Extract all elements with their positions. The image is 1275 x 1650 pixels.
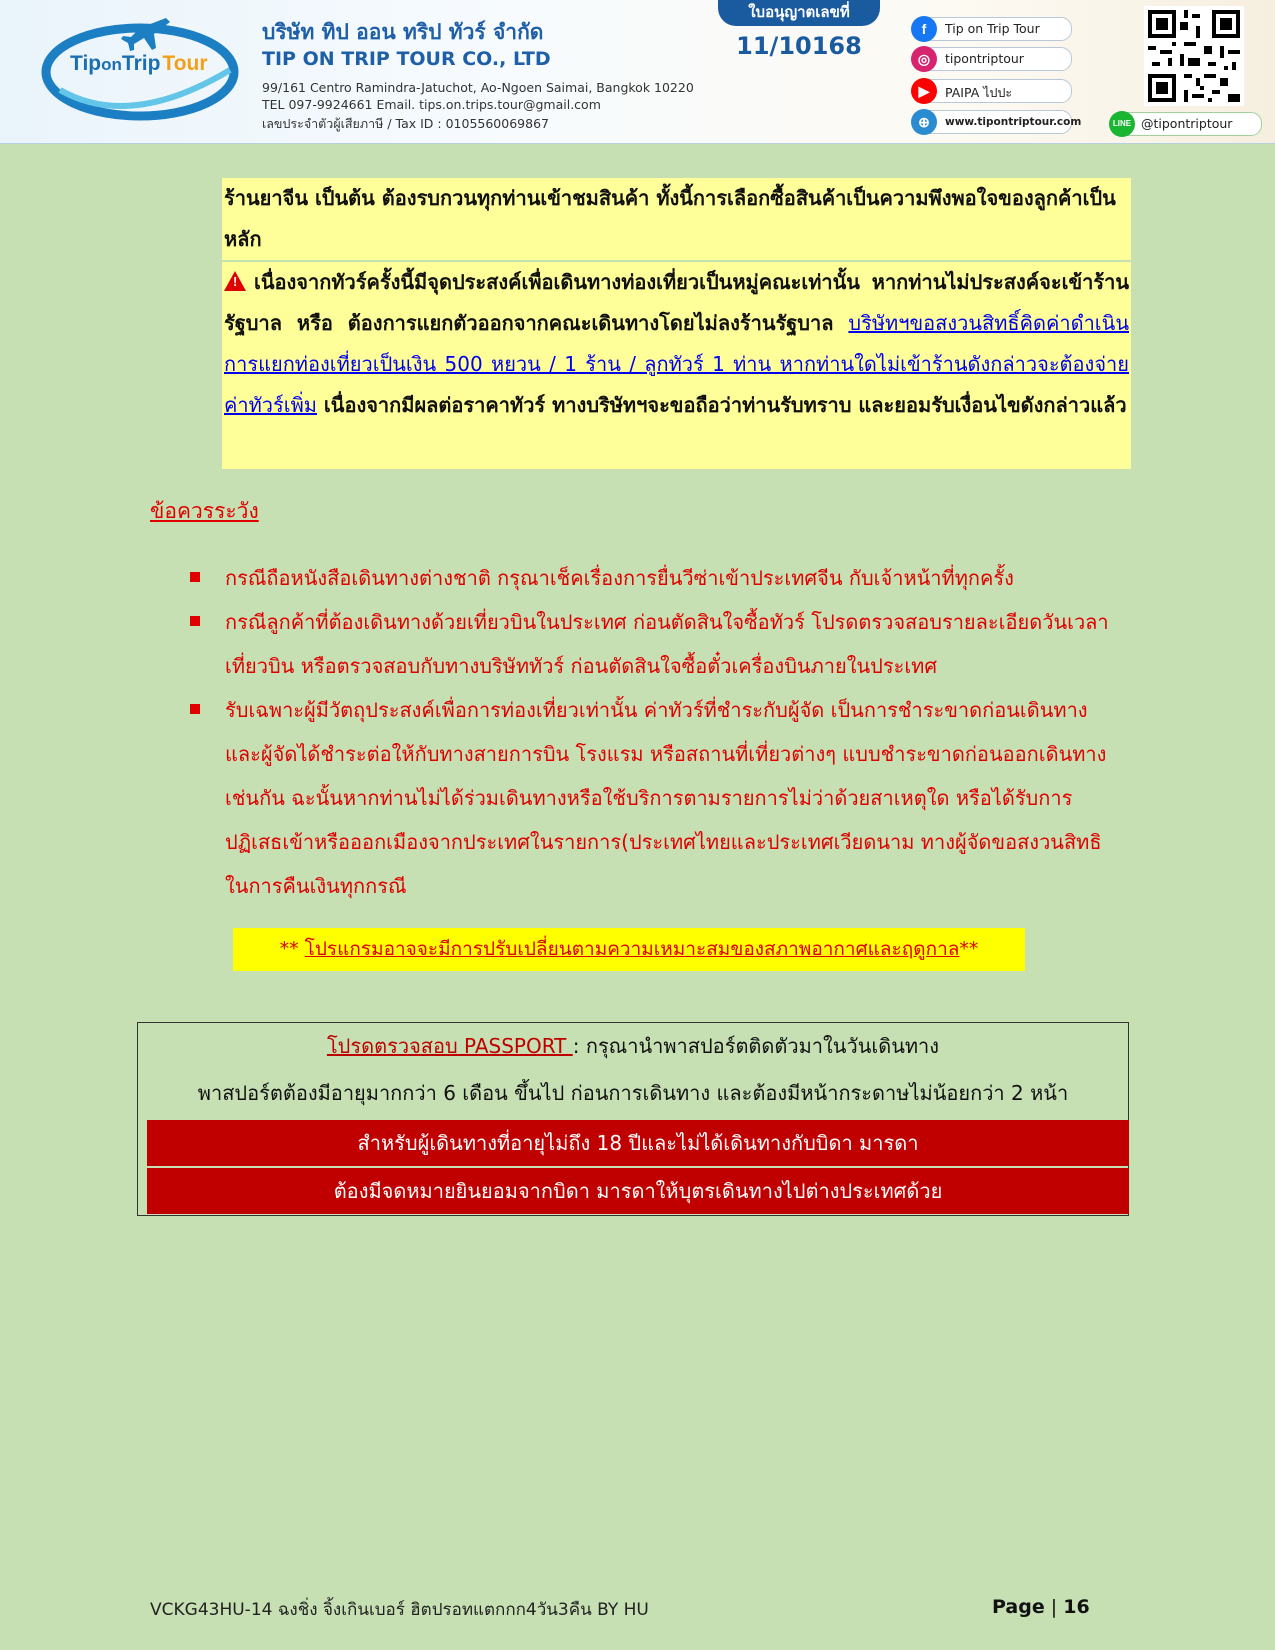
page-header [0, 0, 1275, 144]
line-label: @tipontriptour [1141, 116, 1233, 131]
web-icon: ⊕ [911, 109, 937, 135]
facebook-label: Tip on Trip Tour [945, 21, 1040, 36]
logo-text: TiponTripTour [70, 52, 208, 75]
youtube-label: PAIPA ไปปะ [945, 85, 1013, 100]
page-number [992, 1596, 1090, 1618]
website-link[interactable] [912, 110, 1082, 134]
youtube-icon: ▶ [911, 78, 937, 104]
caution-item-text: กรณีลูกค้าที่ต้องเดินทางด้วยเที่ยวบินในประเทศ ก่อนตัดสินใจซื้อทัวร์ โปรดตรวจสอบรายละเอียดวันเวลา เที่ยวบิน หรือตรวจสอบกับทางบริษัททัวร์ ก่อนตัดสินใจซื้อตั๋วเครื่องบินภายในประเทศ [225, 610, 1109, 678]
passport-title-line [138, 1029, 1128, 1063]
program-change-note [233, 928, 1025, 971]
license-label: ใบอนุญาตเลขที่ [718, 0, 880, 26]
youtube-link[interactable] [912, 79, 1072, 103]
caution-list [190, 556, 1120, 908]
caution-item-text: รับเฉพาะผู้มีวัตถุประสงค์เพื่อการท่องเที่ยวเท่านั้น ค่าทัวร์ที่ชำระกับผู้จัด เป็นการชำระขาดก่อนเดินทางและผู้จัดได้ชำระต่อให้กับทางสายการบิน โรงแรม หรือสถานที่เที่ยวต่างๆ แบบชำระขาดก่อนออกเดินทางเช่นกัน ฉะนั้นหากท่านไม่ได้ร่วมเดินทางหรือใช้บริการตามรายการไม่ว่าด้วยสาเหตุใด หรือได้รับการปฏิเสธเข้าหรือออกเมืองจากประเทศในรายการ(ประเทศไทยและประเทศเวียดนาม ทางผู้จัดขอสงวนสิทธิในการคืนเงินทุกกรณี [225, 698, 1107, 898]
shop-separation-notice [222, 262, 1131, 469]
bullet-icon [190, 616, 200, 626]
company-name-english: TIP ON TRIP TOUR CO., LTD [262, 48, 551, 70]
line-link[interactable] [1110, 112, 1262, 136]
list-item [190, 556, 1120, 600]
passport-title-rest: : กรุณานำพาสปอร์ตติดตัวมาในวันเดินทาง [572, 1034, 940, 1058]
passport-title: โปรดตรวจสอบ PASSPORT [326, 1034, 573, 1058]
note-prefix: ** [279, 938, 305, 960]
facebook-icon: f [911, 16, 937, 42]
passport-notice-box [137, 1022, 1129, 1216]
license-number: 11/10168 [736, 32, 862, 60]
qr-code [1144, 6, 1244, 106]
separation-fee-link[interactable]: บริษัทฯขอสงวนสิทธิ์คิดค่าดำเนินการแยกท่องเที่ยวเป็นเงิน 500 หยวน / 1 ร้าน / ลูกทัวร์ 1 ท่าน หากท่านใดไม่เข้าร้านดังกล่าวจะต้องจ่ายค่าทัวร์เพิ่ม [224, 311, 1129, 417]
bullet-icon [190, 704, 200, 714]
parental-consent-notice: ต้องมีจดหมายยินยอมจากบิดา มารดาให้บุตรเดินทางไปต่างประเทศด้วย [147, 1168, 1129, 1214]
page-label: Page [992, 1596, 1045, 1618]
line-icon: LINE [1109, 111, 1135, 137]
instagram-link[interactable] [912, 47, 1072, 71]
company-address: 99/161 Centro Ramindra-Jatuchot, Ao-Ngoen Saimai, Bangkok 10220 [262, 80, 694, 95]
warning-icon [224, 271, 246, 291]
list-item [190, 600, 1120, 688]
note-suffix: ** [959, 938, 979, 960]
list-item [190, 688, 1120, 908]
separation-notice-end: เนื่องจากมีผลต่อราคาทัวร์ ทางบริษัทฯจะขอถือว่าท่านรับทราบ และยอมรับเงื่อนไขดังกล่าวแล้ว [316, 393, 1127, 417]
facebook-link[interactable] [912, 17, 1072, 41]
company-contact: TEL 097-9924661 Email. tips.on.trips.tour@gmail.com [262, 97, 601, 112]
passport-validity-text: พาสปอร์ตต้องมีอายุมากกว่า 6 เดือน ขึ้นไป ก่อนการเดินทาง และต้องมีหน้ากระดาษไม่น้อยกว่า 2 หน้า [197, 1081, 1069, 1105]
instagram-label: tipontriptour [945, 51, 1024, 66]
minor-travel-notice: สำหรับผู้เดินทางที่อายุไม่ถึง 18 ปีและไม่ได้เดินทางกับบิดา มารดา [147, 1120, 1129, 1166]
tour-code-footer: VCKG43HU-14 ฉงชิ่ง จิ้งเกินเบอร์ ฮิตปรอทแตกกก4วัน3คืน BY HU [150, 1600, 649, 1620]
company-name-thai: บริษัท ทิป ออน ทริป ทัวร์ จำกัด [262, 20, 544, 44]
caution-item-text: กรณีถือหนังสือเดินทางต่างชาติ กรุณาเช็คเรื่องการยื่นวีซ่าเข้าประเทศจีน กับเจ้าหน้าที่ทุกครั้ง [225, 566, 1014, 590]
page-number-value: 16 [1063, 1596, 1090, 1618]
separation-notice-intro: เนื่องจากทัวร์ครั้งนี้มีจุดประสงค์เพื่อเดินทางท่องเที่ยวเป็นหมู่คณะเท่านั้น หากท่านไม่ประสงค์จะเข้าร้านรัฐบาล หรือ ต้องการแยกตัวออกจากคณะเดินทางโดยไม่ลงร้านรัฐบาล [224, 270, 1129, 335]
page-separator: | [1044, 1596, 1064, 1618]
website-label: www.tipontriptour.com [945, 116, 1082, 128]
caution-heading: ข้อควรระวัง [150, 499, 259, 523]
instagram-icon: ◎ [911, 46, 937, 72]
company-tax-id: เลขประจำตัวผู้เสียภาษี / Tax ID : 0105560069867 [262, 116, 549, 131]
shop-notice-text: ร้านยาจีน เป็นต้น ต้องรบกวนทุกท่านเข้าชมสินค้า ทั้งนี้การเลือกซื้อสินค้าเป็นความพึงพอใจของลูกค้าเป็นหลัก [222, 178, 1131, 260]
note-text: โปรแกรมอาจจะมีการปรับเปลี่ยนตามความเหมาะสมของสภาพอากาศและฤดูกาล [304, 938, 960, 960]
bullet-icon [190, 572, 200, 582]
